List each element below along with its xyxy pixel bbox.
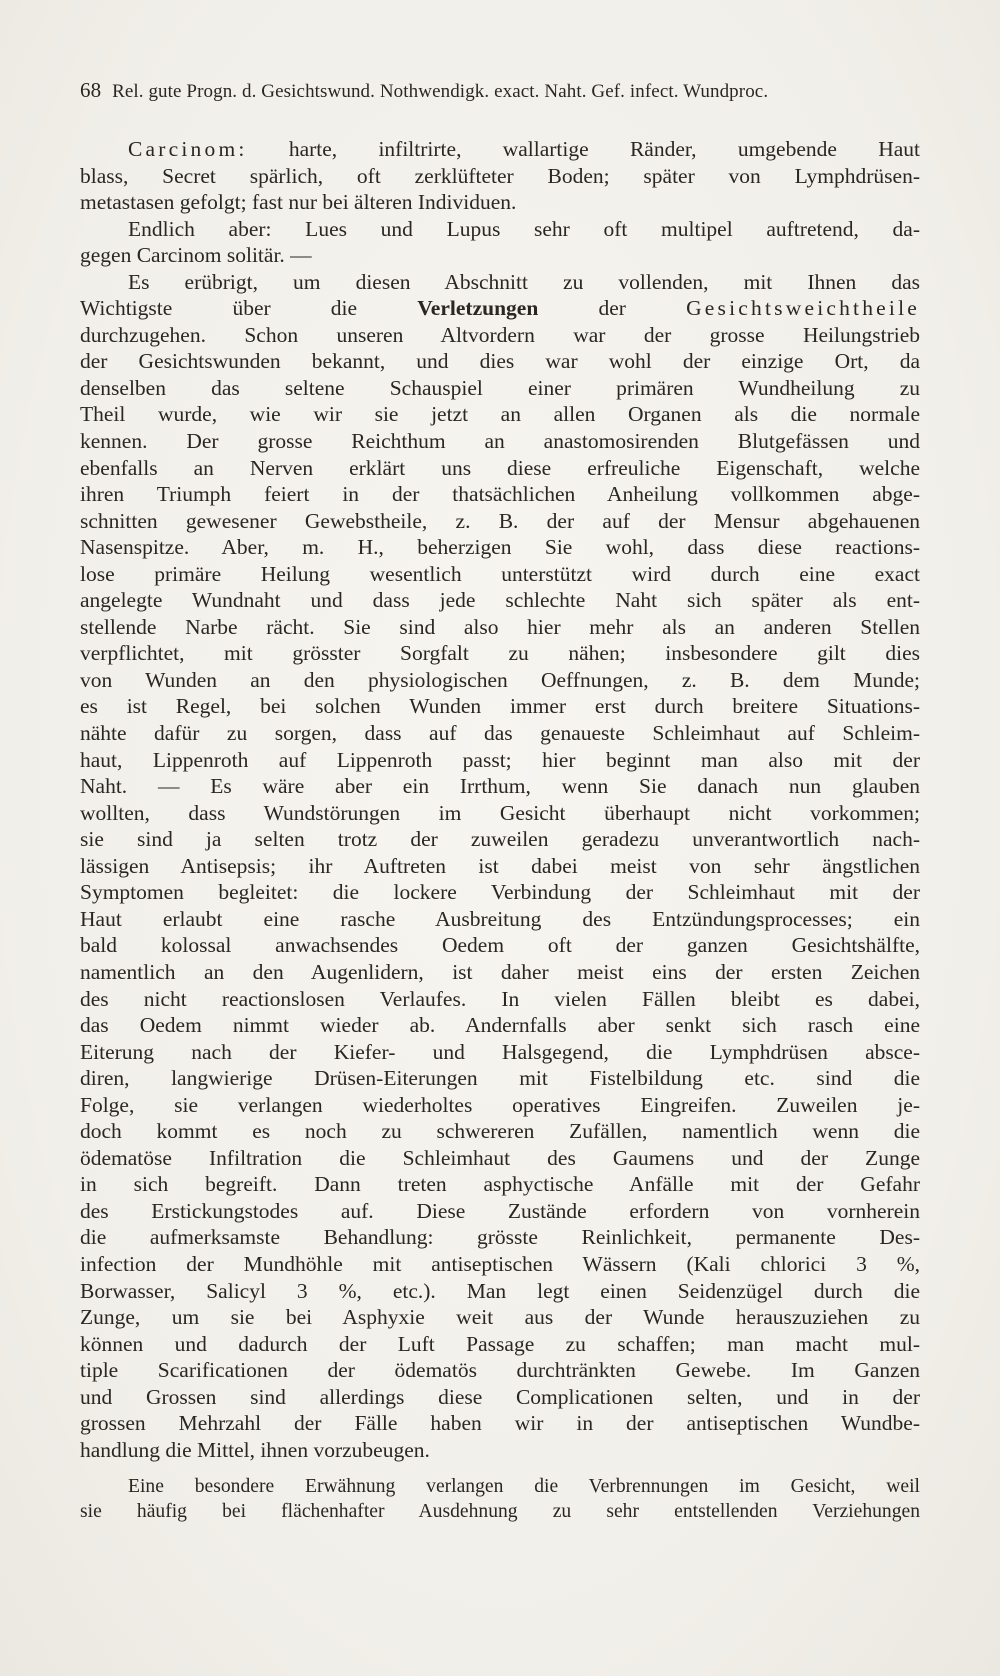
text-run: infection der Mundhöhle mit antiseptischen Wässern (Kali chlorici 3 %, <box>80 1251 920 1276</box>
text-line <box>80 693 920 720</box>
running-header <box>80 78 920 103</box>
text-run: wollten, dass Wundstörungen im Gesicht überhaupt nicht vorkommen; <box>80 800 920 825</box>
text-line <box>80 1357 920 1384</box>
emphasis-spaced: Gesichtsweichtheile <box>686 296 921 321</box>
text-run: durchzugehen. Schon unseren Altvordern war der grosse Heilungstrieb <box>80 322 920 347</box>
text-run: metastasen gefolgt; fast nur bei älteren Individuen. <box>80 190 517 215</box>
text-line <box>80 932 920 959</box>
text-line <box>80 879 920 906</box>
text-run: verpflichtet, mit grösster Sorgfalt zu nähen; insbesondere gilt dies <box>80 641 920 666</box>
text-line <box>80 322 920 349</box>
text-line <box>80 1384 920 1411</box>
text-line <box>80 561 920 588</box>
text-line <box>80 747 920 774</box>
text-run: Nasenspitze. Aber, m. H., beherzigen Sie wohl, dass diese reactions- <box>80 535 920 560</box>
text-line <box>80 959 920 986</box>
text-run: diren, langwierige Drüsen-Eiterungen mit Fistelbildung etc. sind die <box>80 1066 920 1091</box>
text-run: harte, infiltrirte, wallartige Ränder, umgebende Haut <box>247 137 920 161</box>
text-line <box>80 481 920 508</box>
text-line <box>80 295 920 322</box>
text-line <box>80 1198 920 1225</box>
text-run: des Erstickungstodes auf. Diese Zustände erfordern von vornherein <box>80 1198 920 1223</box>
text-line <box>80 534 920 561</box>
text-run: ihren Triumph feiert in der thatsächlichen Anheilung vollkommen abge- <box>80 482 920 507</box>
text-line <box>80 401 920 428</box>
text-line <box>80 136 920 163</box>
text-line <box>80 906 920 933</box>
text-run: Folge, sie verlangen wiederholtes operatives Eingreifen. Zuweilen je- <box>80 1092 920 1117</box>
text-line <box>80 1012 920 1039</box>
text-run: in sich begreift. Dann treten asphyctische Anfälle mit der Gefahr <box>80 1172 920 1197</box>
text-run: Zunge, um sie bei Asphyxie weit aus der Wunde herauszuziehen zu <box>80 1305 920 1330</box>
text-line <box>80 348 920 375</box>
text-run: und Grossen sind allerdings diese Complicationen selten, und in der <box>80 1384 920 1409</box>
text-run: nähte dafür zu sorgen, dass auf das genaueste Schleimhaut auf Schleim- <box>80 721 920 746</box>
text-line <box>80 269 920 296</box>
text-line <box>80 1118 920 1145</box>
text-run: lose primäre Heilung wesentlich unterstützt wird durch eine exact <box>80 561 920 586</box>
text-line <box>80 773 920 800</box>
text-line <box>80 216 920 243</box>
small-text-line: Eine besondere Erwähnung verlangen die Verbrennungen im Gesicht, weil <box>128 1476 920 1497</box>
text-run: handlung die Mittel, ihnen vorzubeugen. <box>80 1437 430 1462</box>
text-run: können und dadurch der Luft Passage zu schaffen; man macht mul- <box>80 1331 920 1356</box>
small-print-paragraph <box>80 1474 920 1524</box>
text-line <box>80 455 920 482</box>
text-line <box>80 1224 920 1251</box>
text-run: bald kolossal anwachsendes Oedem oft der ganzen Gesichtshälfte, <box>80 933 920 958</box>
text-run: schnitten gewesener Gewebstheile, z. B. der auf der Mensur abgehauenen <box>80 508 920 533</box>
text-line <box>80 826 920 853</box>
text-run: angelegte Wundnaht und dass jede schlechte Naht sich später als ent- <box>80 588 920 613</box>
text-run: kennen. Der grosse Reichthum an anastomosirenden Blutgefässen und <box>80 429 920 454</box>
text-line <box>80 163 920 190</box>
text-line <box>80 667 920 694</box>
text-run: Naht. — Es wäre aber ein Irrthum, wenn Sie danach nun glauben <box>80 774 920 799</box>
text-run: Wichtigste über die <box>80 296 418 321</box>
text-run: ebenfalls an Nerven erklärt uns diese erfreuliche Eigenschaft, welche <box>80 455 920 480</box>
text-line <box>80 1437 920 1464</box>
text-run: es ist Regel, bei solchen Wunden immer erst durch breitere Situations- <box>80 694 920 719</box>
text-line <box>80 640 920 667</box>
text-line <box>80 800 920 827</box>
text-run: Symptomen begleitet: die lockere Verbindung der Schleimhaut mit der <box>80 880 920 905</box>
text-line <box>80 1092 920 1119</box>
text-line <box>80 587 920 614</box>
text-line <box>80 1278 920 1305</box>
text-run: tiple Scarificationen der ödematös durchtränkten Gewebe. Im Ganzen <box>80 1358 920 1383</box>
text-run: Eiterung nach der Kiefer- und Halsgegend, die Lymphdrüsen absce- <box>80 1039 920 1064</box>
text-run: von Wunden an den physiologischen Oeffnungen, z. B. dem Munde; <box>80 667 920 692</box>
text-run: stellende Narbe rächt. Sie sind also hier mehr als an anderen Stellen <box>80 614 920 639</box>
text-run: Theil wurde, wie wir sie jetzt an allen Organen als die normale <box>80 402 920 427</box>
text-line <box>80 1331 920 1358</box>
text-run: Endlich aber: Lues und Lupus sehr oft multipel auftretend, da- <box>128 216 920 241</box>
text-line <box>80 853 920 880</box>
text-line <box>80 720 920 747</box>
text-run: Haut erlaubt eine rasche Ausbreitung des Entzündungsprocesses; ein <box>80 906 920 931</box>
text-line <box>80 508 920 535</box>
text-run: grossen Mehrzahl der Fälle haben wir in der antiseptischen Wundbe- <box>80 1411 920 1436</box>
text-run: des nicht reactionslosen Verlaufes. In vielen Fällen bleibt es dabei, <box>80 986 920 1011</box>
small-text-line: sie häufig bei flächenhafter Ausdehnung zu sehr entstellenden Verziehungen <box>80 1501 920 1522</box>
text-run: namentlich an den Augenlidern, ist daher meist eins der ersten Zeichen <box>80 959 920 984</box>
text-run: der Gesichtswunden bekannt, und dies war wohl der einzige Ort, da <box>80 349 920 374</box>
text-run: lässigen Antisepsis; ihr Auftreten ist dabei meist von sehr ängstlichen <box>80 853 920 878</box>
text-run: gegen Carcinom solitär. — <box>80 243 312 268</box>
text-run: der <box>538 296 687 321</box>
text-run: Es erübrigt, um diesen Abschnitt zu vollenden, mit Ihnen das <box>128 269 920 294</box>
text-line <box>80 614 920 641</box>
running-title: Rel. gute Progn. d. Gesichtswund. Nothwendigk. exact. Naht. Gef. infect. Wundproc. <box>112 81 769 102</box>
text-line <box>80 375 920 402</box>
text-run: das Oedem nimmt wieder ab. Andernfalls aber senkt sich rasch eine <box>80 1013 920 1038</box>
page-number: 68 <box>80 78 102 102</box>
text-line <box>80 1251 920 1278</box>
text-line <box>80 428 920 455</box>
text-line <box>80 1304 920 1331</box>
text-line <box>80 1039 920 1066</box>
text-run: denselben das seltene Schauspiel einer primären Wundheilung zu <box>80 375 920 400</box>
text-run: ödematöse Infiltration die Schleimhaut des Gaumens und der Zunge <box>80 1145 920 1170</box>
text-line <box>80 1145 920 1172</box>
text-line <box>80 1065 920 1092</box>
text-run: haut, Lippenroth auf Lippenroth passt; hier beginnt man also mit der <box>80 747 920 772</box>
text-run: blass, Secret spärlich, oft zerklüfteter Boden; später von Lymphdrüsen- <box>80 163 920 188</box>
text-run: die aufmerksamste Behandlung: grösste Reinlichkeit, permanente Des- <box>80 1225 920 1250</box>
text-line <box>80 1410 920 1437</box>
text-run: doch kommt es noch zu schwereren Zufällen, namentlich wenn die <box>80 1119 920 1144</box>
emphasis-spaced: Carcinom: <box>128 137 248 161</box>
text-line <box>80 189 920 216</box>
text-line <box>80 242 920 269</box>
text-run: sie sind ja selten trotz der zuweilen geradezu unverantwortlich nach- <box>80 827 920 852</box>
text-line <box>80 1171 920 1198</box>
main-text <box>80 136 920 1463</box>
text-run: Borwasser, Salicyl 3 %, etc.). Man legt einen Seidenzügel durch die <box>80 1278 920 1303</box>
text-line <box>80 986 920 1013</box>
emphasis-bold: Verletzungen <box>417 296 539 321</box>
